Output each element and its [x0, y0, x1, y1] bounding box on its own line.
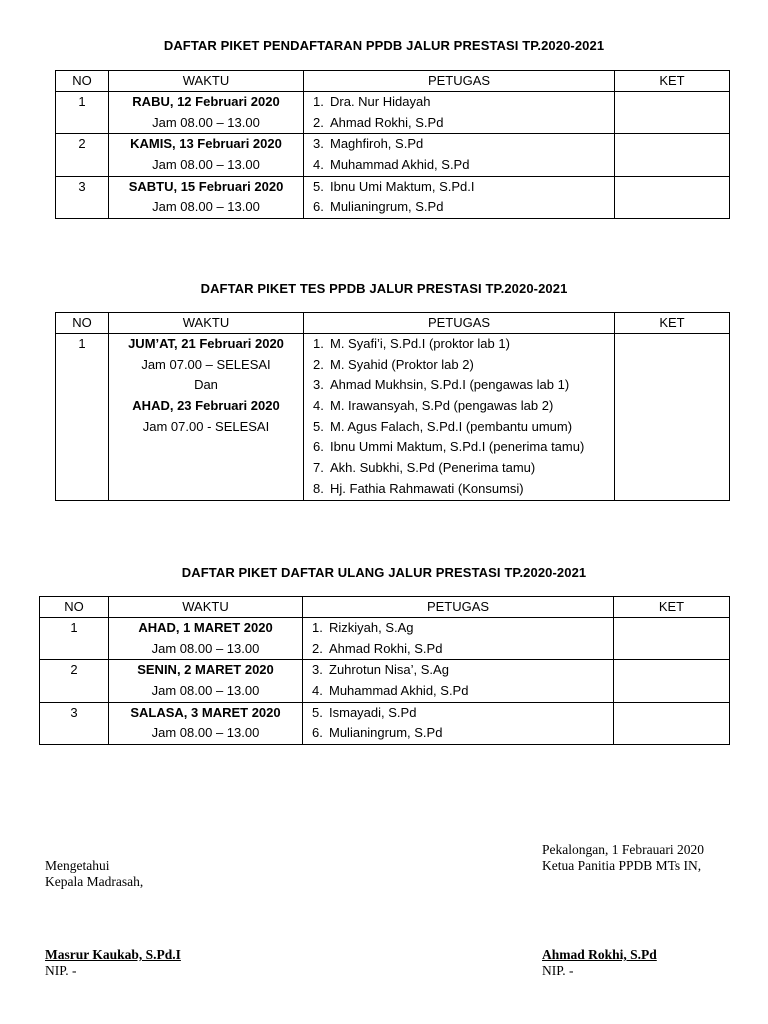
staff-number: 3. [313, 136, 324, 152]
table-row [56, 134, 730, 176]
staff-entry [303, 639, 613, 660]
place-date: Pekalongan, 1 Febrauari 2020 [542, 842, 704, 857]
header-waktu: WAKTU [109, 597, 303, 618]
row-number-text: 3 [78, 178, 86, 194]
schedule-date: KAMIS, 13 Februari 2020 [130, 136, 282, 152]
row-number [56, 334, 109, 501]
petugas-cell [304, 334, 615, 501]
staff-entry [304, 396, 614, 417]
row-number-text: 1 [78, 94, 86, 109]
staff-entry [304, 155, 614, 176]
header-waktu: WAKTU [109, 313, 304, 334]
schedule-date: RABU, 12 Februari 2020 [132, 94, 280, 109]
schedule-table [55, 70, 730, 219]
staff-number: 6. [313, 439, 324, 455]
staff-name: Ahmad Mukhsin, S.Pd.I (pengawas lab 1) [330, 377, 570, 393]
staff-name: Maghfiroh, S.Pd [330, 136, 424, 152]
staff-name: Dra. Nur Hidayah [330, 94, 431, 109]
schedule-date: AHAD, 23 Februari 2020 [132, 398, 280, 414]
staff-name: M. Agus Falach, S.Pd.I (pembantu umum) [330, 418, 573, 434]
table-header-row [56, 313, 730, 334]
staff-entry [303, 681, 613, 702]
committee-chair-nip: NIP. - [542, 963, 574, 978]
ket-cell [615, 92, 730, 134]
staff-entry [303, 618, 613, 639]
staff-entry [304, 355, 614, 376]
schedule-date: JUM’AT, 21 Februari 2020 [128, 336, 284, 351]
table-row [56, 334, 730, 501]
row-number-text: 1 [70, 620, 78, 635]
staff-entry [303, 703, 613, 724]
staff-entry [304, 334, 614, 355]
staff-name: Mulianingrum, S.Pd [330, 199, 444, 215]
headmaster-label: Kepala Madrasah, [45, 874, 144, 889]
staff-entry [304, 134, 614, 155]
ket-cell [614, 702, 730, 744]
staff-number: 1. [313, 336, 324, 351]
schedule-time: Jam 08.00 – 13.00 [151, 640, 260, 656]
committee-chair-label: Ketua Panitia PPDB MTs IN, [542, 858, 702, 873]
row-number-text: 1 [78, 336, 86, 351]
waktu-cell [109, 702, 303, 744]
staff-name: Hj. Fathia Rahmawati (Konsumsi) [330, 480, 524, 496]
header-ket: KET [614, 597, 730, 618]
petugas-cell [304, 92, 615, 134]
staff-entry [304, 113, 614, 134]
table-row [56, 92, 730, 134]
row-number [40, 618, 109, 660]
waktu-cell [109, 92, 304, 134]
table-row [40, 660, 730, 702]
staff-entry [304, 479, 614, 500]
waktu-cell [109, 334, 304, 501]
waktu-cell [109, 176, 304, 218]
row-number [56, 134, 109, 176]
staff-number: 4. [313, 398, 324, 414]
row-number [56, 176, 109, 218]
ket-cell [614, 660, 730, 702]
schedule-time: Dan [194, 377, 218, 393]
staff-number: 5. [312, 704, 323, 720]
row-number-text: 2 [78, 136, 86, 152]
staff-entry [304, 417, 614, 438]
staff-name: Muhammad Akhid, S.Pd [330, 157, 470, 173]
header-ket: KET [615, 313, 730, 334]
ket-cell [615, 176, 730, 218]
table-header-row [40, 597, 730, 618]
petugas-cell [304, 134, 615, 176]
row-number [56, 92, 109, 134]
section-title: DAFTAR PIKET PENDAFTARAN PPDB JALUR PRESTASI TP.2020-2021 [163, 38, 605, 53]
petugas-cell [303, 702, 614, 744]
staff-number: 7. [313, 460, 324, 476]
section-title: DAFTAR PIKET TES PPDB JALUR PRESTASI TP.2020-2021 [200, 281, 568, 296]
header-petugas: PETUGAS [304, 313, 615, 334]
row-number-text: 2 [70, 662, 78, 678]
staff-name: Mulianingrum, S.Pd [329, 725, 443, 741]
header-petugas: PETUGAS [303, 597, 614, 618]
header-petugas: PETUGAS [304, 71, 615, 92]
header-waktu: WAKTU [109, 71, 304, 92]
petugas-cell [303, 660, 614, 702]
header-no: NO [40, 597, 109, 618]
table-row [56, 176, 730, 218]
staff-entry [303, 723, 613, 744]
staff-number: 2. [313, 356, 324, 372]
staff-number: 4. [313, 157, 324, 173]
staff-name: Rizkiyah, S.Ag [329, 620, 414, 635]
schedule-time: Jam 07.00 - SELESAI [142, 418, 270, 434]
waktu-cell [109, 618, 303, 660]
schedule-table [55, 312, 730, 501]
staff-number: 1. [312, 620, 323, 635]
staff-entry [304, 92, 614, 113]
petugas-cell [303, 618, 614, 660]
ket-cell [615, 134, 730, 176]
schedule-table [39, 596, 730, 745]
staff-number: 8. [313, 480, 324, 496]
schedule-date: SENIN, 2 MARET 2020 [137, 662, 274, 678]
staff-name: M. Syafi’i, S.Pd.I (proktor lab 1) [330, 336, 510, 351]
staff-name: M. Syahid (Proktor lab 2) [330, 356, 474, 372]
staff-name: Ahmad Rokhi, S.Pd [329, 640, 443, 656]
row-number-text: 3 [70, 704, 78, 720]
header-no: NO [56, 71, 109, 92]
staff-number: 2. [313, 114, 324, 130]
staff-entry [304, 177, 614, 198]
staff-name: Zuhrotun Nisa’, S.Ag [329, 662, 449, 678]
staff-number: 5. [313, 418, 324, 434]
schedule-time: Jam 08.00 – 13.00 [151, 725, 260, 741]
staff-entry [304, 375, 614, 396]
row-number [40, 702, 109, 744]
staff-number: 6. [313, 199, 324, 215]
schedule-time: Jam 08.00 – 13.00 [152, 114, 260, 130]
schedule-date: SABTU, 15 Februari 2020 [128, 178, 284, 194]
staff-name: Ahmad Rokhi, S.Pd [330, 114, 444, 130]
row-number [40, 660, 109, 702]
header-no: NO [56, 313, 109, 334]
waktu-cell [109, 660, 303, 702]
petugas-cell [304, 176, 615, 218]
table-row [40, 702, 730, 744]
staff-number: 4. [312, 683, 323, 699]
staff-number: 3. [312, 662, 323, 678]
staff-entry [304, 197, 614, 218]
staff-number: 2. [312, 640, 323, 656]
staff-entry [304, 458, 614, 479]
ket-cell [615, 334, 730, 501]
headmaster-name: Masrur Kaukab, S.Pd.I [45, 947, 181, 962]
staff-number: 5. [313, 178, 324, 194]
staff-name: Ibnu Umi Maktum, S.Pd.I [330, 178, 475, 194]
staff-name: Akh. Subkhi, S.Pd (Penerima tamu) [330, 460, 536, 476]
staff-name: Ibnu Ummi Maktum, S.Pd.I (penerima tamu) [330, 439, 585, 455]
table-header-row [56, 71, 730, 92]
staff-number: 1. [313, 94, 324, 109]
schedule-time: Jam 08.00 – 13.00 [152, 157, 260, 173]
committee-chair-name: Ahmad Rokhi, S.Pd [542, 947, 657, 962]
ket-cell [614, 618, 730, 660]
staff-number: 3. [313, 377, 324, 393]
schedule-time: Jam 07.00 – SELESAI [141, 356, 271, 372]
section-title: DAFTAR PIKET DAFTAR ULANG JALUR PRESTASI TP.2020-2021 [181, 565, 587, 580]
header-ket: KET [615, 71, 730, 92]
staff-entry [304, 437, 614, 458]
headmaster-nip: NIP. - [45, 963, 77, 978]
schedule-date: AHAD, 1 MARET 2020 [138, 620, 273, 635]
schedule-time: Jam 08.00 – 13.00 [151, 683, 260, 699]
waktu-cell [109, 134, 304, 176]
schedule-time: Jam 08.00 – 13.00 [152, 199, 260, 215]
staff-name: Ismayadi, S.Pd [329, 704, 417, 720]
schedule-date: SALASA, 3 MARET 2020 [130, 704, 281, 720]
acknowledged-label: Mengetahui [45, 858, 110, 873]
staff-number: 6. [312, 725, 323, 741]
table-row [40, 618, 730, 660]
staff-name: Muhammad Akhid, S.Pd [329, 683, 469, 699]
staff-entry [303, 660, 613, 681]
staff-name: M. Irawansyah, S.Pd (pengawas lab 2) [330, 398, 554, 414]
